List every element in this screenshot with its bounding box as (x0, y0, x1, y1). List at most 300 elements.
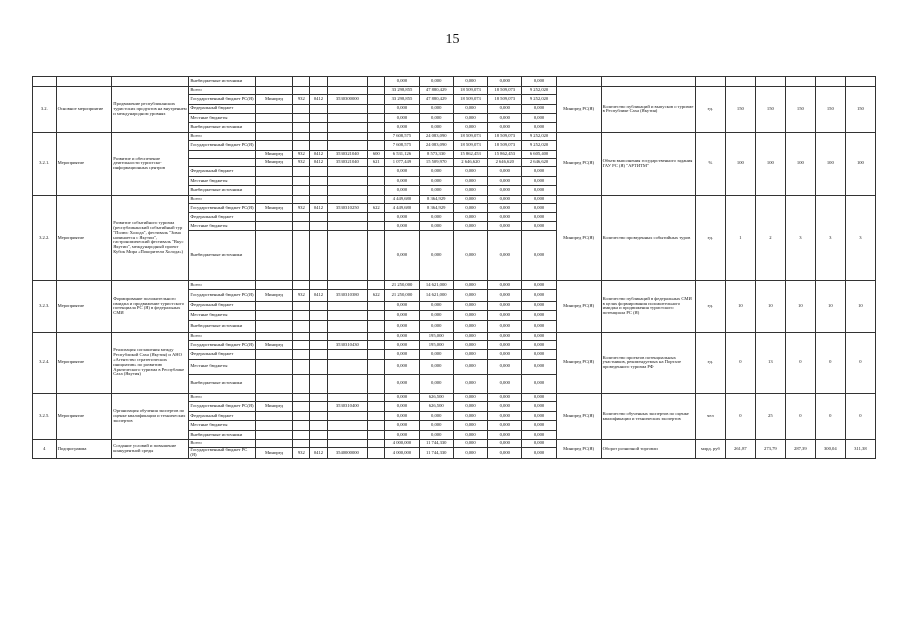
indicator-target: 3 (845, 195, 875, 281)
section-code (310, 340, 327, 350)
amount-cell: 0,000 (385, 231, 419, 281)
indicator-target: 150 (815, 87, 845, 133)
funding-source: Внебюджетные источники (189, 77, 255, 87)
amount-cell: 0,000 (488, 393, 522, 401)
admin-code (255, 113, 292, 123)
amount-cell: 8 364,929 (419, 195, 453, 203)
amount-cell: 15 862,453 (453, 150, 487, 158)
amount-cell: 0,000 (385, 430, 419, 440)
admin-code (255, 123, 292, 133)
amount-cell: 0,000 (488, 340, 522, 350)
target-article-code (327, 301, 368, 311)
admin-code: Минпред (255, 340, 292, 350)
item-kind: Мероприятие (56, 132, 112, 195)
section-code (310, 104, 327, 113)
empty-cell (755, 77, 785, 87)
amount-cell: 0,000 (453, 332, 487, 340)
section-code: 0412 (310, 448, 327, 459)
admin-code (255, 332, 292, 340)
funding-source: Всего (189, 87, 255, 95)
table-row (33, 393, 876, 401)
admin-code (255, 186, 292, 196)
expense-type-code (368, 141, 385, 151)
amount-cell: 0,000 (488, 281, 522, 289)
target-article-code (327, 374, 368, 393)
expense-type-code (368, 311, 385, 321)
ministry-code (293, 350, 310, 360)
funding-source: Внебюджетные источники (189, 374, 255, 393)
indicator-target: 150 (755, 87, 785, 133)
expense-type-code (368, 186, 385, 196)
ministry-code (293, 213, 310, 221)
responsible-executor: Минпред РС(Я) (556, 87, 601, 133)
amount-cell: 0,000 (419, 359, 453, 374)
ministry-code (293, 176, 310, 186)
target-article-code (327, 167, 368, 177)
item-number: 3.2. (33, 87, 57, 133)
ministry-code (293, 411, 310, 421)
item-kind: Мероприятие (56, 281, 112, 332)
amount-cell: 0,000 (453, 77, 487, 87)
ministry-code: 932 (293, 158, 310, 166)
item-number: 4 (33, 440, 57, 459)
ministry-code (293, 113, 310, 123)
item-name: Продвижение республиканских туристских продуктов на внутреннем и международном уровнях (112, 87, 189, 133)
empty-cell (33, 77, 57, 87)
amount-cell: 15 509,970 (419, 158, 453, 166)
ministry-code: 932 (293, 289, 310, 301)
indicator-unit: чел (695, 393, 725, 439)
amount-cell: 0,000 (419, 374, 453, 393)
amount-cell: 7 608,575 (385, 141, 419, 151)
funding-source: Государственный бюджет РС(Я) (189, 141, 255, 151)
funding-source: Федеральный бюджет (189, 104, 255, 113)
target-article-code (327, 132, 368, 140)
admin-code (255, 393, 292, 401)
amount-cell: 0,000 (385, 213, 419, 221)
amount-cell: 0,000 (488, 430, 522, 440)
amount-cell: 0,000 (419, 301, 453, 311)
indicator-target: 10 (815, 281, 845, 332)
expense-type-code: 622 (368, 289, 385, 301)
section-code (310, 332, 327, 340)
empty-cell (310, 77, 327, 87)
amount-cell: 0,000 (453, 231, 487, 281)
admin-code (255, 195, 292, 203)
amount-cell: 195,000 (419, 332, 453, 340)
amount-cell: 0,000 (419, 430, 453, 440)
section-code (310, 167, 327, 177)
expense-type-code (368, 430, 385, 440)
amount-cell: 0,000 (453, 411, 487, 421)
indicator-target: 0 (785, 393, 815, 439)
target-article-code (327, 231, 368, 281)
empty-cell (601, 77, 695, 87)
indicator-target: 25 (755, 393, 785, 439)
amount-cell: 0,000 (385, 340, 419, 350)
section-code (310, 311, 327, 321)
amount-cell: 2 646,620 (488, 158, 522, 166)
amount-cell: 6 605,400 (522, 150, 556, 158)
funding-source: Федеральный бюджет (189, 411, 255, 421)
amount-cell: 0,000 (488, 320, 522, 332)
indicator-target: 287,39 (785, 440, 815, 459)
ministry-code (293, 186, 310, 196)
expense-type-code: 622 (368, 203, 385, 213)
amount-cell: 0,000 (385, 350, 419, 360)
table-row (33, 440, 876, 448)
funding-source: Внебюджетные источники (189, 320, 255, 332)
admin-code (255, 221, 292, 231)
admin-code (255, 421, 292, 431)
item-number: 3.2.1. (33, 132, 57, 195)
expense-type-code (368, 95, 385, 105)
funding-source: Всего (189, 132, 255, 140)
amount-cell: 0,000 (488, 350, 522, 360)
indicator-target: 150 (845, 87, 875, 133)
funding-source: Всего (189, 393, 255, 401)
amount-cell: 18 509,073 (453, 132, 487, 140)
amount-cell: 9 252,020 (522, 132, 556, 140)
amount-cell: 0,000 (522, 301, 556, 311)
amount-cell: 0,000 (522, 195, 556, 203)
ministry-code (293, 281, 310, 289)
amount-cell: 0,000 (419, 221, 453, 231)
section-code (310, 374, 327, 393)
target-article-code (327, 113, 368, 123)
amount-cell: 9 252,020 (522, 87, 556, 95)
ministry-code (293, 231, 310, 281)
funding-source: Государственный бюджет РС(Я) (189, 95, 255, 105)
section-code (310, 393, 327, 401)
target-article-code: 3530300000 (327, 95, 368, 105)
amount-cell: 0,000 (385, 123, 419, 133)
amount-cell: 15 862,453 (488, 150, 522, 158)
section-code (310, 359, 327, 374)
amount-cell: 0,000 (488, 176, 522, 186)
admin-code (255, 320, 292, 332)
amount-cell: 0,000 (488, 289, 522, 301)
indicator-target: 3 (785, 195, 815, 281)
amount-cell: 0,000 (419, 77, 453, 87)
funding-source: Федеральный бюджет (189, 167, 255, 177)
amount-cell: 0,000 (453, 104, 487, 113)
amount-cell: 0,000 (488, 231, 522, 281)
expense-type-code (368, 231, 385, 281)
amount-cell: 0,000 (385, 393, 419, 401)
table-row (33, 332, 876, 340)
section-code: 0412 (310, 158, 327, 166)
ministry-code (293, 195, 310, 203)
target-article-code: 3530310380 (327, 289, 368, 301)
item-kind: Мероприятие (56, 195, 112, 281)
ministry-code (293, 430, 310, 440)
funding-source: Внебюджетные источники (189, 186, 255, 196)
section-code (310, 176, 327, 186)
section-code: 0412 (310, 150, 327, 158)
empty-cell (327, 77, 368, 87)
item-kind: Мероприятие (56, 332, 112, 393)
section-code (310, 350, 327, 360)
target-article-code: 3530310400 (327, 402, 368, 412)
target-article-code (327, 123, 368, 133)
amount-cell: 0,000 (385, 77, 419, 87)
amount-cell: 33 298,855 (385, 95, 419, 105)
ministry-code: 932 (293, 203, 310, 213)
empty-cell (785, 77, 815, 87)
amount-cell: 2 646,620 (453, 158, 487, 166)
funding-source: Местные бюджеты (189, 113, 255, 123)
indicator-name: Объем выполнения государственного задания ГАУ РС (Я) "АРТИТМ" (601, 132, 695, 195)
amount-cell: 0,000 (453, 167, 487, 177)
amount-cell: 0,000 (488, 123, 522, 133)
target-article-code (327, 213, 368, 221)
amount-cell: 0,000 (419, 123, 453, 133)
amount-cell: 0,000 (419, 176, 453, 186)
amount-cell: 47 880,429 (419, 95, 453, 105)
target-article-code (327, 421, 368, 431)
ministry-code (293, 320, 310, 332)
amount-cell: 0,000 (385, 311, 419, 321)
amount-cell: 18 509,073 (488, 132, 522, 140)
expense-type-code (368, 104, 385, 113)
amount-cell: 24 083,090 (419, 132, 453, 140)
amount-cell: 0,000 (453, 340, 487, 350)
amount-cell: 0,000 (419, 104, 453, 113)
amount-cell: 0,000 (453, 203, 487, 213)
amount-cell: 0,000 (522, 402, 556, 412)
ministry-code (293, 332, 310, 340)
indicator-target: 100 (845, 132, 875, 195)
amount-cell: 0,000 (488, 113, 522, 123)
amount-cell: 626,500 (419, 393, 453, 401)
expense-type-code (368, 167, 385, 177)
amount-cell: 0,000 (419, 311, 453, 321)
expense-type-code (368, 123, 385, 133)
expense-type-code (368, 213, 385, 221)
amount-cell: 0,000 (522, 421, 556, 431)
indicator-name: Оборот розничной торговли (601, 440, 695, 459)
item-name: Развитие событийного туризма (республиканский событийный тур "Полюс Холода", фестиваль "Зима начинается с Якутии", гастрономический фестиваль "Вкус Якутии", международный проект Кубок Мира «Покорители Холода») (112, 195, 189, 281)
section-code (310, 421, 327, 431)
amount-cell: 0,000 (488, 77, 522, 87)
amount-cell: 0,000 (488, 301, 522, 311)
amount-cell: 0,000 (522, 359, 556, 374)
responsible-executor: Минпред РС(Я) (556, 393, 601, 439)
amount-cell: 9 252,020 (522, 141, 556, 151)
section-code (310, 132, 327, 140)
indicator-target: 300,04 (815, 440, 845, 459)
amount-cell: 0,000 (453, 195, 487, 203)
page-number: 15 (445, 32, 460, 47)
amount-cell: 0,000 (522, 320, 556, 332)
empty-cell (112, 77, 189, 87)
item-number: 3.2.5. (33, 393, 57, 439)
funding-source: Внебюджетные источники (189, 231, 255, 281)
ministry-code: 932 (293, 95, 310, 105)
funding-source: Государственный бюджет РС(Я) (189, 340, 255, 350)
amount-cell: 14 621,000 (419, 281, 453, 289)
amount-cell: 18 509,073 (488, 95, 522, 105)
ministry-code (293, 311, 310, 321)
admin-code: Минпред (255, 203, 292, 213)
ministry-code (293, 359, 310, 374)
admin-code (255, 231, 292, 281)
funding-source: Местные бюджеты (189, 221, 255, 231)
target-article-code (327, 87, 368, 95)
target-article-code: 3530321040 (327, 150, 368, 158)
amount-cell: 0,000 (453, 359, 487, 374)
amount-cell: 0,000 (488, 374, 522, 393)
amount-cell: 21 250,000 (385, 289, 419, 301)
section-code (310, 301, 327, 311)
admin-code (255, 87, 292, 95)
item-name: Формирование положительного имиджа и продвижение туристского потенциала РС (Я) в федеральных СМИ (112, 281, 189, 332)
amount-cell: 0,000 (522, 281, 556, 289)
item-name: Создание условий и повышение конкурентной среды (112, 440, 189, 459)
amount-cell: 0,000 (522, 332, 556, 340)
target-article-code (327, 186, 368, 196)
amount-cell: 0,000 (453, 311, 487, 321)
indicator-target: 0 (725, 393, 755, 439)
target-article-code (327, 430, 368, 440)
amount-cell: 0,000 (522, 104, 556, 113)
indicator-target: 0 (845, 393, 875, 439)
empty-cell (725, 77, 755, 87)
funding-source (189, 158, 255, 166)
admin-code (255, 301, 292, 311)
amount-cell: 0,000 (453, 221, 487, 231)
amount-cell: 0,000 (453, 402, 487, 412)
amount-cell: 0,000 (488, 213, 522, 221)
item-name: Развитие и обеспечение деятельности туристско-информационных центров (112, 132, 189, 195)
table-row (33, 132, 876, 140)
indicator-target: 0 (815, 393, 845, 439)
funding-source: Государственный бюджет РС(Я) (189, 203, 255, 213)
amount-cell: 0,000 (453, 393, 487, 401)
ministry-code (293, 301, 310, 311)
amount-cell: 24 083,090 (419, 141, 453, 151)
amount-cell: 0,000 (419, 186, 453, 196)
amount-cell: 0,000 (385, 359, 419, 374)
section-code (310, 87, 327, 95)
funding-source: Местные бюджеты (189, 359, 255, 374)
ministry-code (293, 393, 310, 401)
amount-cell: 0,000 (488, 221, 522, 231)
funding-source (189, 150, 255, 158)
target-article-code (327, 393, 368, 401)
amount-cell: 0,000 (488, 448, 522, 459)
amount-cell: 18 509,073 (488, 87, 522, 95)
amount-cell: 0,000 (488, 104, 522, 113)
target-article-code: 3530310430 (327, 340, 368, 350)
expense-type-code (368, 301, 385, 311)
admin-code (255, 281, 292, 289)
table-row (33, 281, 876, 289)
ministry-code (293, 340, 310, 350)
table-row (33, 77, 876, 87)
amount-cell: 18 509,073 (453, 87, 487, 95)
ministry-code (293, 221, 310, 231)
amount-cell: 8 364,929 (419, 203, 453, 213)
section-code (310, 320, 327, 332)
indicator-target: 100 (785, 132, 815, 195)
section-code (310, 402, 327, 412)
amount-cell: 0,000 (385, 221, 419, 231)
amount-cell: 0,000 (522, 430, 556, 440)
item-kind: Мероприятие (56, 393, 112, 439)
admin-code (255, 176, 292, 186)
funding-source: Всего (189, 195, 255, 203)
funding-source: Всего (189, 332, 255, 340)
indicator-target: 0 (725, 332, 755, 393)
amount-cell: 0,000 (453, 176, 487, 186)
target-article-code (327, 411, 368, 421)
target-article-code (327, 281, 368, 289)
amount-cell: 0,000 (385, 320, 419, 332)
amount-cell: 4 449,680 (385, 195, 419, 203)
amount-cell: 7 608,575 (385, 132, 419, 140)
amount-cell: 0,000 (488, 186, 522, 196)
expense-type-code (368, 448, 385, 459)
expense-type-code (368, 350, 385, 360)
ministry-code (293, 104, 310, 113)
expense-type-code (368, 281, 385, 289)
indicator-name: Количество проектов потенциальных участников, рекомендуемых на Портале проведенного туризма РФ (601, 332, 695, 393)
responsible-executor: Минпред РС(Я) (556, 281, 601, 332)
amount-cell: 0,000 (522, 411, 556, 421)
admin-code: Минпред (255, 448, 292, 459)
admin-code: Минпред (255, 289, 292, 301)
funding-source: Внебюджетные источники (189, 430, 255, 440)
admin-code (255, 311, 292, 321)
empty-cell (556, 77, 601, 87)
table-row (33, 195, 876, 203)
section-code (310, 195, 327, 203)
ministry-code (293, 141, 310, 151)
amount-cell: 0,000 (385, 301, 419, 311)
amount-cell: 0,000 (453, 320, 487, 332)
funding-source: Всего (189, 440, 255, 448)
amount-cell: 0,000 (453, 421, 487, 431)
target-article-code (327, 104, 368, 113)
funding-source: Местные бюджеты (189, 176, 255, 186)
amount-cell: 0,000 (419, 320, 453, 332)
amount-cell: 0,000 (488, 359, 522, 374)
indicator-target: 0 (815, 332, 845, 393)
section-code (310, 440, 327, 448)
section-code (310, 123, 327, 133)
responsible-executor: Минпред РС(Я) (556, 132, 601, 195)
item-number: 3.2.4. (33, 332, 57, 393)
section-code (310, 113, 327, 123)
amount-cell: 0,000 (385, 411, 419, 421)
amount-cell: 0,000 (522, 374, 556, 393)
empty-cell (368, 77, 385, 87)
amount-cell: 0,000 (522, 213, 556, 221)
amount-cell: 0,000 (522, 440, 556, 448)
target-article-code: 3530310250 (327, 203, 368, 213)
amount-cell: 0,000 (522, 221, 556, 231)
amount-cell: 0,000 (385, 186, 419, 196)
indicator-target: 100 (815, 132, 845, 195)
admin-code: Минпред (255, 95, 292, 105)
indicator-name: Количество публикаций в федеральных СМИ в целях формирования положительного имиджа и продвижения туристского потенциала РС (Я) (601, 281, 695, 332)
expense-type-code: 621 (368, 158, 385, 166)
indicator-target: 3 (815, 195, 845, 281)
admin-code: Минпред (255, 150, 292, 158)
section-code: 0412 (310, 95, 327, 105)
